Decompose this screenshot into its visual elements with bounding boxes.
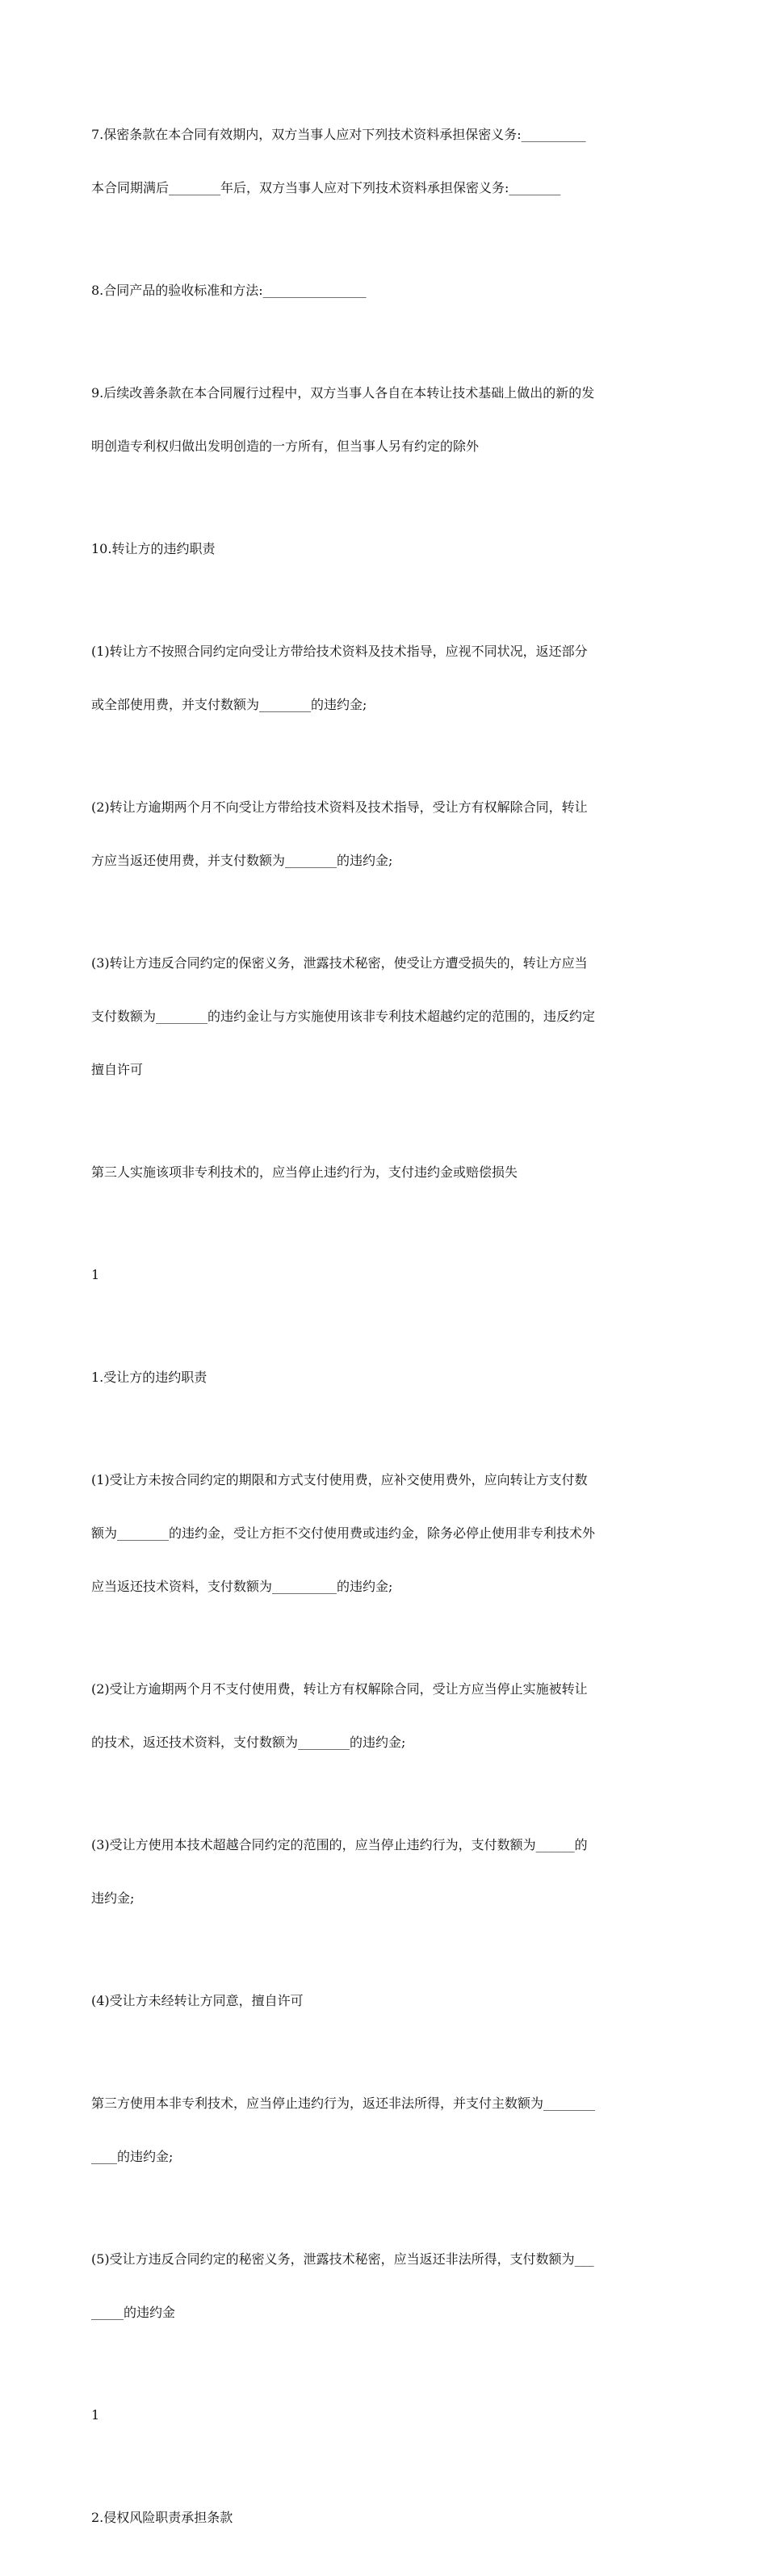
text-line: (3)转让方违反合同约定的保密义务，泄露技术秘密，使受让方遭受损失的，转让方应当 xyxy=(91,955,588,971)
paragraph-third-party-implementation xyxy=(91,1128,679,1217)
text-line: 支付数额为________的违约金让与方实施使用该非专利技术超越约定的范围的，违反约定 xyxy=(91,1009,596,1024)
text-line: 第三方使用本非专利技术，应当停止违约行为，返还非法所得，并支付主数额为________ xyxy=(91,2096,596,2111)
text-line: 额为________的违约金，受让方拒不交付使用费或违约金，除务必停止使用非专利技术外 xyxy=(91,1525,596,1541)
paragraph-confidentiality xyxy=(91,90,679,233)
document-page xyxy=(91,90,679,2576)
paragraph-transferor-item-1 xyxy=(91,607,679,749)
paragraph-transferee-item-2 xyxy=(91,1645,679,1787)
paragraph-transferee-item-5 xyxy=(91,2215,679,2357)
text-line: (1)受让方未按合同约定的期限和方式支付使用费，应补交使用费外，应向转让方支付数 xyxy=(91,1472,588,1487)
text-line: 违约金; xyxy=(91,1890,135,1906)
text-line: 1.受让方的违约职责 xyxy=(91,1370,207,1385)
text-line: 1 xyxy=(91,2407,100,2423)
text-line: 方应当返还使用费，并支付数额为________的违约金; xyxy=(91,853,393,868)
paragraph-improvement-clause xyxy=(91,349,679,491)
text-line: 1 xyxy=(91,1267,100,1282)
text-line: 应当返还技术资料，支付数额为__________的违约金; xyxy=(91,1579,393,1594)
text-line: 本合同期满后________年后，双方当事人应对下列技术资料承担保密义务:________ xyxy=(91,180,561,195)
text-line: 或全部使用费，并支付数额为________的违约金; xyxy=(91,697,367,712)
section-heading-transferor-liability xyxy=(91,505,679,594)
text-line: 10.转让方的违约职责 xyxy=(91,541,216,556)
page-number xyxy=(91,2371,679,2460)
paragraph-transferee-item-4 xyxy=(91,1957,679,2045)
text-line: 2.侵权风险职责承担条款 xyxy=(91,2510,233,2525)
section-heading-transferee-liability xyxy=(91,1333,679,1422)
text-line: (2)转让方逾期两个月不向受让方带给技术资料及技术指导，受让方有权解除合同，转让 xyxy=(91,799,588,815)
paragraph-transferor-item-2 xyxy=(91,763,679,905)
text-line: 擅自许可 xyxy=(91,1062,144,1077)
section-heading-infringement-risk xyxy=(91,2473,679,2562)
text-line: (4)受让方未经转让方同意，擅自许可 xyxy=(91,1993,304,2008)
text-line: (2)受让方逾期两个月不支付使用费，转让方有权解除合同，受让方应当停止实施被转让 xyxy=(91,1681,588,1697)
text-line: 9.后续改善条款在本合同履行过程中，双方当事人各自在本转让技术基础上做出的新的发 xyxy=(91,385,595,401)
text-line: 第三人实施该项非专利技术的，应当停止违约行为，支付违约金或赔偿损失 xyxy=(91,1164,518,1180)
paragraph-transferee-item-3 xyxy=(91,1801,679,1943)
text-line: _____的违约金 xyxy=(91,2305,176,2320)
text-line: 8.合同产品的验收标准和方法:________________ xyxy=(91,283,367,298)
paragraph-acceptance-standard xyxy=(91,246,679,335)
text-line: (5)受让方违反合同约定的秘密义务，泄露技术秘密，应当返还非法所得，支付数额为___ xyxy=(91,2251,594,2267)
paragraph-transferee-item-1 xyxy=(91,1436,679,1631)
page-number xyxy=(91,1231,679,1319)
text-line: (3)受让方使用本技术超越合同约定的范围的，应当停止违约行为，支付数额为______的 xyxy=(91,1837,588,1852)
text-line: 明创造专利权归做出发明创造的一方所有，但当事人另有约定的除外 xyxy=(91,438,480,454)
text-line: ____的违约金; xyxy=(91,2149,174,2164)
text-line: 7.保密条款在本合同有效期内，双方当事人应对下列技术资料承担保密义务:__________ xyxy=(91,127,586,142)
paragraph-third-party-use xyxy=(91,2059,679,2201)
paragraph-transferor-item-3 xyxy=(91,919,679,1114)
text-line: (1)转让方不按照合同约定向受让方带给技术资料及技术指导，应视不同状况，返还部分 xyxy=(91,644,588,659)
text-line: 的技术，返还技术资料，支付数额为________的违约金; xyxy=(91,1735,406,1750)
